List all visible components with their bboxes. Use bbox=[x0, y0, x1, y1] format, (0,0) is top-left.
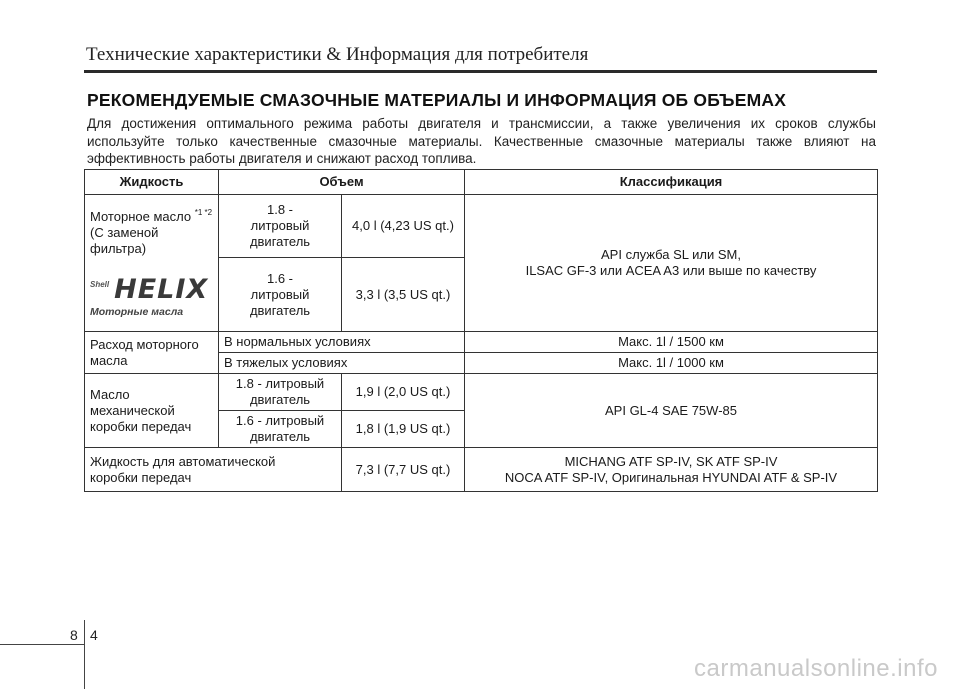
engine-oil-cell bbox=[85, 195, 219, 332]
condition-cell: В тяжелых условиях bbox=[219, 353, 465, 374]
classification-line: MICHANG ATF SP-IV, SK ATF SP-IV bbox=[564, 453, 778, 469]
intro-line: используйте только качественные смазочные материалы. Качественные смазочные материалы также влияют на bbox=[87, 133, 876, 149]
table-row bbox=[85, 332, 878, 353]
lubricants-table bbox=[84, 169, 878, 492]
classification-line: NOCA ATF SP-IV, Оригинальная HYUNDAI ATF & SP-IV bbox=[504, 469, 838, 485]
brand-name: HELIX bbox=[114, 274, 209, 305]
engine-size-cell bbox=[219, 195, 342, 258]
label-line: масла bbox=[90, 352, 128, 368]
engine-size-cell bbox=[219, 258, 342, 332]
watermark: carmanualsonline.info bbox=[694, 655, 938, 682]
engine-size-line: 1.6 - bbox=[266, 270, 293, 286]
section-title: РЕКОМЕНДУЕМЫЕ СМАЗОЧНЫЕ МАТЕРИАЛЫ И ИНФОРМАЦИЯ ОБ ОБЪЕМАХ bbox=[87, 90, 787, 110]
classification-line: ILSAC GF-3 или ACEA A3 или выше по качеству bbox=[525, 263, 817, 278]
label-line: Расход моторного bbox=[90, 336, 199, 352]
chapter-header: Технические характеристики & Информация для потребителя bbox=[86, 44, 589, 65]
auto-trans-label bbox=[85, 448, 342, 492]
engine-size-line: двигатель bbox=[249, 234, 311, 249]
volume-cell: 4,0 l (4,23 US qt.) bbox=[342, 195, 465, 258]
table-header-row bbox=[85, 170, 878, 195]
engine-oil-sublabel: (С заменой фильтра) bbox=[90, 225, 159, 256]
condition-cell: В нормальных условиях bbox=[219, 332, 465, 353]
footnote-marker: *1 *2 bbox=[194, 208, 213, 217]
header-volume: Объем bbox=[219, 170, 465, 195]
consumption-value: Макс. 1l / 1000 км bbox=[465, 353, 878, 374]
page-section-number: 8 bbox=[70, 627, 78, 643]
volume-cell: 7,3 l (7,7 US qt.) bbox=[342, 448, 465, 492]
intro-line: Для достижения оптимального режима работы двигателя и трансмиссии, а также увеличения их сроков службы bbox=[87, 116, 876, 131]
manual-trans-label bbox=[85, 374, 219, 448]
engine-size-line: двигатель bbox=[249, 392, 311, 407]
engine-size-line: двигатель bbox=[249, 302, 311, 318]
volume-cell: 3,3 l (3,5 US qt.) bbox=[342, 258, 465, 332]
engine-size-cell bbox=[219, 374, 342, 411]
engine-size-line: двигатель bbox=[249, 429, 311, 444]
engine-size-line: 1.8 - литровый bbox=[235, 376, 325, 391]
page-number: 4 bbox=[90, 627, 98, 643]
engine-size-line: литровый bbox=[250, 286, 310, 302]
label-line: механической bbox=[90, 402, 175, 418]
table-row bbox=[85, 195, 878, 258]
volume-cell: 1,8 l (1,9 US qt.) bbox=[342, 411, 465, 448]
classification-cell: API GL-4 SAE 75W-85 bbox=[465, 374, 878, 448]
classification-line: API служба SL или SM, bbox=[601, 247, 741, 262]
consumption-value: Макс. 1l / 1500 км bbox=[465, 332, 878, 353]
brand-caption: Моторные масла bbox=[90, 306, 184, 318]
engine-size-line: 1.8 - bbox=[266, 202, 293, 217]
classification-cell bbox=[465, 448, 878, 492]
header-fluid: Жидкость bbox=[85, 170, 219, 195]
engine-oil-label: Моторное масло bbox=[90, 209, 192, 224]
label-line: коробки передач bbox=[90, 418, 192, 434]
classification-cell bbox=[465, 195, 878, 332]
volume-cell: 1,9 l (2,0 US qt.) bbox=[342, 374, 465, 411]
engine-size-cell bbox=[219, 411, 342, 448]
label-line: коробки передач bbox=[90, 469, 192, 485]
table-row bbox=[85, 448, 878, 492]
brand-small: Shell bbox=[90, 280, 110, 289]
header-classification: Классификация bbox=[465, 170, 878, 195]
oil-consumption-label bbox=[85, 332, 219, 374]
label-line: Масло bbox=[90, 386, 130, 402]
table-row bbox=[85, 374, 878, 411]
shell-helix-logo bbox=[90, 274, 213, 320]
intro-paragraph bbox=[87, 115, 876, 168]
crop-mark-vertical bbox=[84, 620, 85, 689]
label-line: Жидкость для автоматической bbox=[90, 453, 276, 469]
engine-size-line: литровый bbox=[250, 218, 310, 233]
header-rule bbox=[84, 70, 877, 73]
intro-line: эффективность работы двигателя и снижают расход топлива. bbox=[87, 151, 477, 166]
engine-size-line: 1.6 - литровый bbox=[235, 413, 325, 428]
crop-mark-horizontal bbox=[0, 644, 84, 645]
